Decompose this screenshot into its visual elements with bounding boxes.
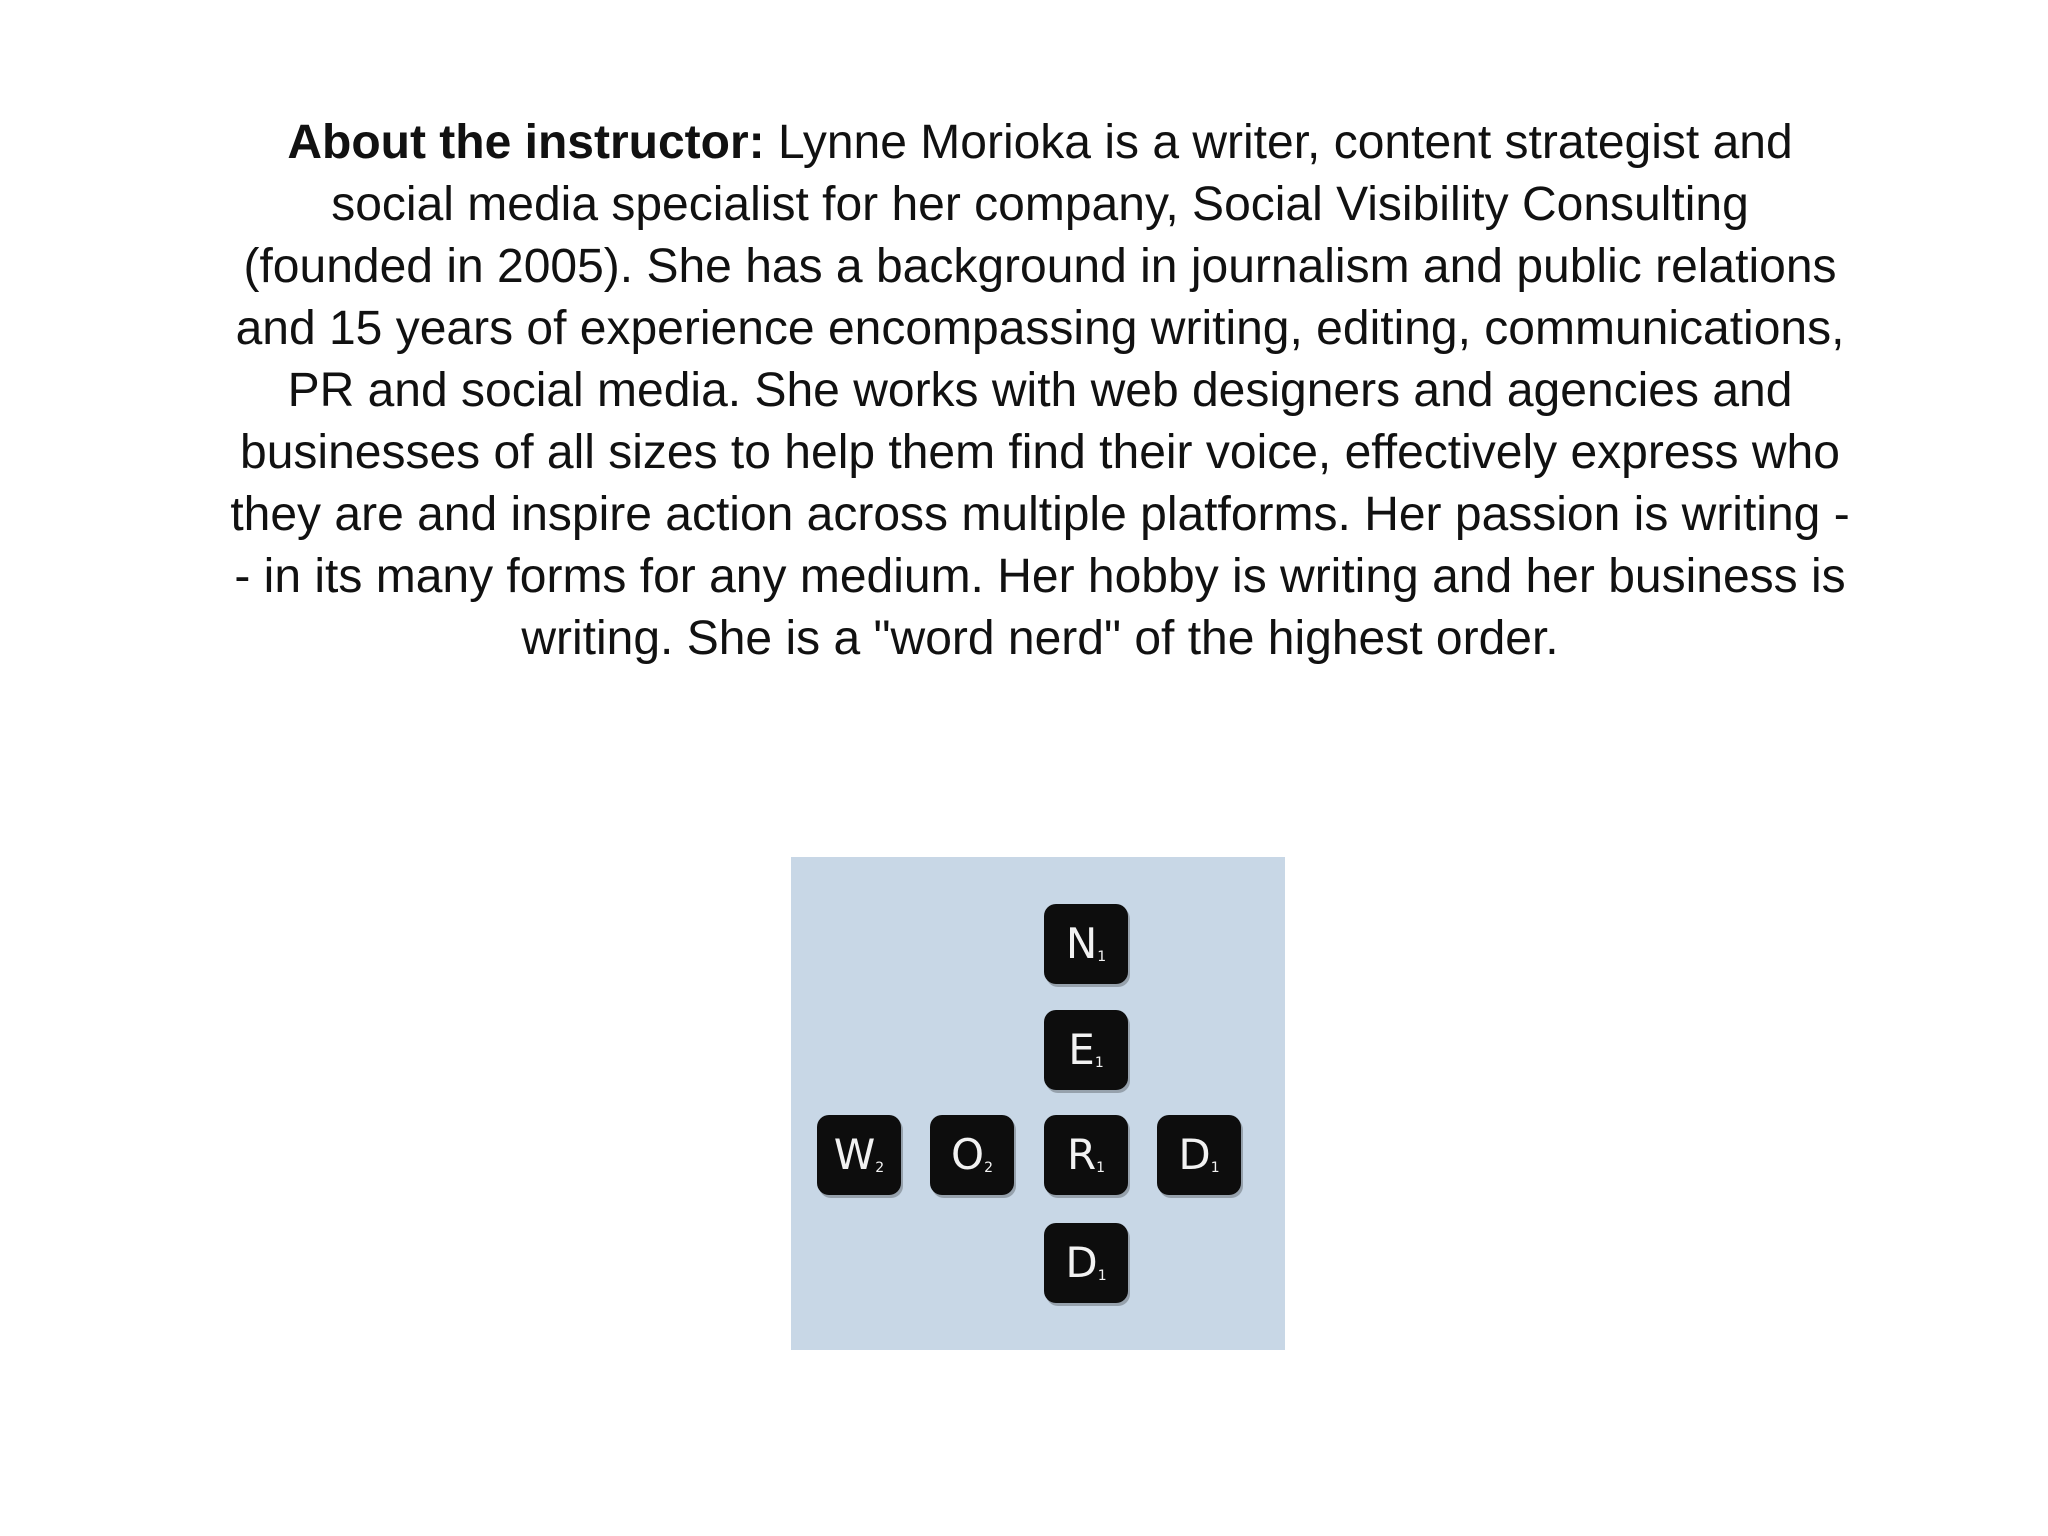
tile-score: 1 [1097, 949, 1107, 965]
letter-tile [930, 1115, 1014, 1195]
letter-tile [817, 1115, 901, 1195]
letter-tile [1044, 1010, 1128, 1090]
tile-letter: N [1065, 919, 1097, 968]
tile-score: 2 [984, 1160, 993, 1176]
tile-letter: E [1068, 1025, 1094, 1074]
tile-score: 2 [875, 1160, 885, 1176]
bio-heading: About the instructor: [287, 116, 765, 169]
letter-tile [1044, 1223, 1128, 1303]
tile-letter: D [1178, 1130, 1210, 1179]
tile-score: 1 [1094, 1055, 1104, 1071]
letter-tile [1044, 904, 1128, 984]
tile-score: 1 [1097, 1268, 1107, 1284]
letter-tile [1044, 1115, 1128, 1195]
instructor-bio [230, 112, 1850, 670]
tile-letter: O [951, 1130, 984, 1179]
word-nerd-tiles-image [791, 857, 1285, 1350]
tile-letter: D [1065, 1238, 1097, 1287]
tile-letter: W [833, 1130, 875, 1179]
bio-text: Lynne Morioka is a writer, content strategist and social media specialist for her company, Social Visibility Consulting (founded in 2005). She has a background in journalism and public relations and 15 years of experience encompassing writing, editing, communications, PR and social media. She works with web designers and agencies and businesses of all sizes to help them find their voice, effectively express who they are and inspire action across multiple platforms. Her passion is writing -- in its many forms for any medium. Her hobby is writing and her business is writing. She is a "word nerd" of the highest order. [230, 116, 1850, 665]
tile-score: 1 [1096, 1160, 1106, 1176]
letter-tile [1157, 1115, 1241, 1195]
tile-letter: R [1066, 1130, 1096, 1179]
tile-score: 1 [1210, 1160, 1220, 1176]
